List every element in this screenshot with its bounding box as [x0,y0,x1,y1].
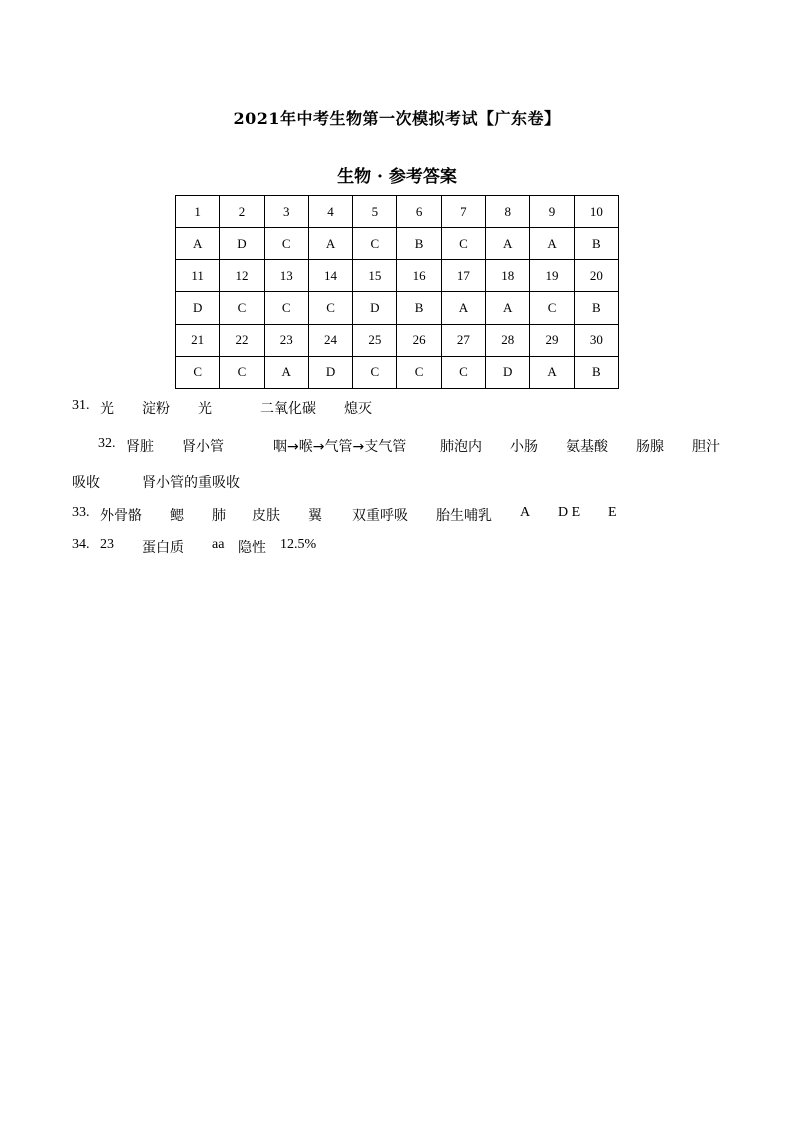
answer-cell: C [353,356,397,388]
question-number-row [176,196,619,228]
answer-cell: C [264,292,308,324]
answer-item: 光 [198,401,212,417]
question-number-cell: 3 [264,196,308,228]
question-number-cell: 15 [353,260,397,292]
answer-cell: C [530,292,574,324]
answer-item: 肾小管的重吸收 [142,475,240,491]
answer-cell: C [441,356,485,388]
answer-item: 23 [100,537,114,552]
answer-item: 咽→喉→气管→支气管 [273,439,407,455]
question-number-cell: 8 [486,196,530,228]
question-number-cell: 28 [486,324,530,356]
answer-item: 淀粉 [142,401,170,417]
question-number-cell: 12 [220,260,264,292]
answer-row [176,356,619,388]
question-number-cell: 29 [530,324,574,356]
answer-cell: A [530,356,574,388]
answer-item: 肾小管 [182,439,224,455]
answer-cell: A [530,228,574,260]
question-number-cell: 6 [397,196,441,228]
answer-item: 胆汁 [692,439,720,455]
question-number-cell: 27 [441,324,485,356]
question-number-row [176,260,619,292]
answer-row [176,228,619,260]
answer-item: D E [558,505,581,520]
question-number-cell: 7 [441,196,485,228]
answer-item: 肾脏 [126,439,154,455]
answer-item: 熄灭 [344,401,372,417]
answer-cell: C [220,356,264,388]
answer-item: 蛋白质 [142,540,184,556]
answer-item: 皮肤 [252,508,280,524]
answer-cell: D [353,292,397,324]
question-number-cell: 17 [441,260,485,292]
answer-item: 12.5% [280,537,317,552]
answer-item: 光 [100,401,114,417]
question-number-cell: 25 [353,324,397,356]
question-number-cell: 24 [308,324,352,356]
question-number-cell: 18 [486,260,530,292]
answer-cell: A [176,228,220,260]
question-number-cell: 20 [574,260,618,292]
answer-cell: D [486,356,530,388]
question-number-row [176,324,619,356]
answer-cell: C [264,228,308,260]
question-number-cell: 5 [353,196,397,228]
answer-cell: B [397,292,441,324]
answer-item: 翼 [308,508,322,524]
question-number: 34. [72,537,90,552]
answer-cell: C [308,292,352,324]
answer-cell: A [486,292,530,324]
answer-cell: B [397,228,441,260]
answer-cell: C [176,356,220,388]
answer-cell: B [574,228,618,260]
question-number-cell: 13 [264,260,308,292]
answer-item: 胎生哺乳 [436,508,492,524]
answer-cell: B [574,292,618,324]
answer-item: 小肠 [510,439,538,455]
page-title: 2021年中考生物第一次模拟考试【广东卷】 [233,109,561,128]
answer-cell: D [308,356,352,388]
question-number-cell: 10 [574,196,618,228]
answer-item: A [520,505,531,520]
answer-item: 外骨骼 [100,508,142,524]
question-number-cell: 26 [397,324,441,356]
answer-item: aa [212,537,225,552]
question-number-cell: 16 [397,260,441,292]
question-number-cell: 4 [308,196,352,228]
answer-item: 肺 [212,508,226,524]
question-number-cell: 30 [574,324,618,356]
answer-cell: D [220,228,264,260]
question-number-cell: 23 [264,324,308,356]
answer-item: 氨基酸 [566,439,608,455]
answer-cell: A [486,228,530,260]
question-number: 31. [72,398,90,413]
question-number-cell: 2 [220,196,264,228]
answer-item: 双重呼吸 [352,508,408,524]
answer-item: 隐性 [238,540,266,556]
question-number-cell: 21 [176,324,220,356]
answer-item: 鳃 [170,508,184,524]
page-subtitle: 生物 · 参考答案 [337,167,457,187]
question-number: 33. [72,505,90,520]
answer-cell: C [397,356,441,388]
answer-item: 二氧化碳 [260,401,316,417]
answer-cell: B [574,356,618,388]
answer-item: 肺泡内 [440,439,482,455]
answer-cell: A [308,228,352,260]
answer-item: 吸收 [72,475,100,491]
answer-cell: C [220,292,264,324]
question-number-cell: 19 [530,260,574,292]
question-number-cell: 22 [220,324,264,356]
question-number: 32. [98,436,116,451]
answer-cell: C [353,228,397,260]
answer-item: E [608,505,617,520]
answer-cell: A [441,292,485,324]
question-number-cell: 9 [530,196,574,228]
question-number-cell: 1 [176,196,220,228]
question-number-cell: 14 [308,260,352,292]
question-number-cell: 11 [176,260,220,292]
answer-cell: C [441,228,485,260]
answer-cell: A [264,356,308,388]
answer-cell: D [176,292,220,324]
answer-item: 肠腺 [636,439,664,455]
answer-table [175,195,619,389]
answer-row [176,292,619,324]
